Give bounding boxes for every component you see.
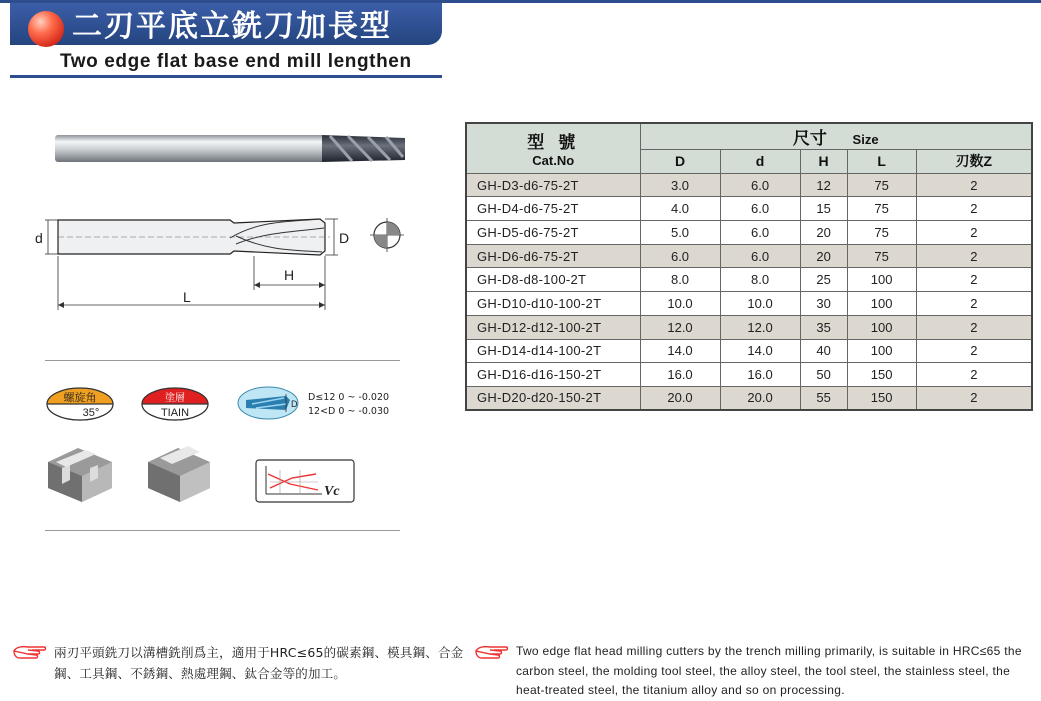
cell-H: 12 bbox=[800, 173, 847, 197]
cell-cat-no: GH-D20-d20-150-2T bbox=[466, 386, 640, 410]
cell-D: 3.0 bbox=[640, 173, 720, 197]
table-row bbox=[466, 268, 1032, 292]
cell-d: 20.0 bbox=[720, 386, 800, 410]
cell-L: 100 bbox=[847, 315, 916, 339]
cell-cat-no: GH-D5-d6-75-2T bbox=[466, 221, 640, 245]
cell-cat-no: GH-D8-d8-100-2T bbox=[466, 268, 640, 292]
header-col-D: D bbox=[640, 150, 720, 174]
header-cat-no-cn: 型 號 bbox=[527, 133, 580, 154]
label-small-d: d bbox=[35, 230, 43, 246]
cell-D: 20.0 bbox=[640, 386, 720, 410]
cell-cat-no: GH-D4-d6-75-2T bbox=[466, 197, 640, 221]
cell-L: 75 bbox=[847, 197, 916, 221]
tolerance-badge bbox=[238, 387, 389, 419]
coating-label: 塗層 bbox=[165, 393, 185, 404]
cell-Z: 2 bbox=[916, 244, 1032, 268]
cell-d: 6.0 bbox=[720, 173, 800, 197]
cell-H: 40 bbox=[800, 339, 847, 363]
table-row bbox=[466, 363, 1032, 387]
table-row bbox=[466, 173, 1032, 197]
table-row bbox=[466, 315, 1032, 339]
cell-H: 20 bbox=[800, 221, 847, 245]
coating-badge bbox=[142, 388, 208, 420]
cell-H: 55 bbox=[800, 386, 847, 410]
cell-D: 5.0 bbox=[640, 221, 720, 245]
cell-H: 15 bbox=[800, 197, 847, 221]
header-size-cn: 尺寸 bbox=[792, 129, 827, 149]
cell-d: 6.0 bbox=[720, 221, 800, 245]
header-col-Z: 刃数Z bbox=[916, 150, 1032, 174]
table-row bbox=[466, 244, 1032, 268]
helix-value: 35° bbox=[82, 407, 100, 419]
feature-badges bbox=[0, 370, 420, 550]
cell-Z: 2 bbox=[916, 197, 1032, 221]
cell-Z: 2 bbox=[916, 292, 1032, 316]
cell-D: 12.0 bbox=[640, 315, 720, 339]
header-size-en: Size bbox=[852, 132, 879, 147]
cell-d: 8.0 bbox=[720, 268, 800, 292]
cell-Z: 2 bbox=[916, 221, 1032, 245]
cell-cat-no: GH-D12-d12-100-2T bbox=[466, 315, 640, 339]
cell-cat-no: GH-D14-d14-100-2T bbox=[466, 339, 640, 363]
label-h: H bbox=[284, 267, 295, 283]
shoulder-milling-icon bbox=[148, 446, 210, 502]
pointing-hand-icon-cn bbox=[12, 643, 48, 661]
header-col-d: d bbox=[720, 150, 800, 174]
cell-L: 75 bbox=[847, 244, 916, 268]
divider-top bbox=[45, 360, 400, 361]
cell-H: 35 bbox=[800, 315, 847, 339]
header-cat-no bbox=[466, 123, 640, 173]
cell-cat-no: GH-D16-d16-150-2T bbox=[466, 363, 640, 387]
page-title: 二刃平底立銑刀加長型 bbox=[72, 9, 392, 44]
table-row bbox=[466, 339, 1032, 363]
label-big-d: D bbox=[339, 230, 350, 246]
helix-label: 螺旋角 bbox=[63, 391, 97, 404]
cell-d: 10.0 bbox=[720, 292, 800, 316]
table-row bbox=[466, 197, 1032, 221]
cell-Z: 2 bbox=[916, 363, 1032, 387]
tolerance-d-label: D bbox=[291, 399, 298, 409]
cell-H: 25 bbox=[800, 268, 847, 292]
cell-Z: 2 bbox=[916, 173, 1032, 197]
cell-D: 10.0 bbox=[640, 292, 720, 316]
cell-d: 12.0 bbox=[720, 315, 800, 339]
helix-angle-badge bbox=[47, 388, 113, 420]
vc-label: Vc bbox=[324, 484, 340, 499]
header-col-H: H bbox=[800, 150, 847, 174]
cell-L: 100 bbox=[847, 268, 916, 292]
cell-Z: 2 bbox=[916, 386, 1032, 410]
coating-value: TIAIN bbox=[160, 407, 190, 419]
cell-cat-no: GH-D10-d10-100-2T bbox=[466, 292, 640, 316]
cell-H: 50 bbox=[800, 363, 847, 387]
cell-Z: 2 bbox=[916, 339, 1032, 363]
cell-L: 150 bbox=[847, 386, 916, 410]
end-mill-dimension-drawing bbox=[0, 0, 420, 320]
cell-D: 14.0 bbox=[640, 339, 720, 363]
slot-milling-icon bbox=[48, 448, 112, 502]
cell-Z: 2 bbox=[916, 268, 1032, 292]
cell-L: 100 bbox=[847, 292, 916, 316]
pointing-hand-icon-en bbox=[474, 643, 510, 661]
cell-cat-no: GH-D6-d6-75-2T bbox=[466, 244, 640, 268]
cell-L: 100 bbox=[847, 339, 916, 363]
cell-d: 16.0 bbox=[720, 363, 800, 387]
cell-D: 16.0 bbox=[640, 363, 720, 387]
table-row bbox=[466, 386, 1032, 410]
cell-D: 4.0 bbox=[640, 197, 720, 221]
label-l: L bbox=[183, 289, 191, 305]
cell-H: 20 bbox=[800, 244, 847, 268]
description-en: Two edge flat head milling cutters by the trench milling primarily, is suitable in HRC≤65 the carbon steel, the molding tool steel, the alloy steel, the tool steel, the stainless steel, the heat-treated steel, the titanium alloy and so on processing. bbox=[516, 644, 1022, 697]
cell-d: 6.0 bbox=[720, 197, 800, 221]
table-row bbox=[466, 221, 1032, 245]
spec-table-body bbox=[466, 173, 1032, 410]
cell-H: 30 bbox=[800, 292, 847, 316]
header-size bbox=[640, 123, 1032, 150]
header-col-L: L bbox=[847, 150, 916, 174]
tolerance-line-2: 12<D 0 ~ -0.030 bbox=[308, 406, 390, 417]
spec-table bbox=[465, 122, 1033, 411]
table-row bbox=[466, 292, 1032, 316]
description-cn: 兩刃平頭銑刀以溝槽銑削爲主，適用于HRC≤65的碳素鋼、模具鋼、合金鋼、工具鋼、不銹鋼、熱處理鋼、鈦合金等的加工。 bbox=[54, 645, 464, 681]
cell-L: 150 bbox=[847, 363, 916, 387]
cell-d: 14.0 bbox=[720, 339, 800, 363]
cell-L: 75 bbox=[847, 221, 916, 245]
tolerance-line-1: D≤12 0 ~ -0.020 bbox=[308, 392, 390, 403]
header-cat-no-en: Cat.No bbox=[532, 153, 575, 169]
cutting-speed-chart-icon bbox=[256, 460, 354, 502]
cell-cat-no: GH-D3-d6-75-2T bbox=[466, 173, 640, 197]
page-subtitle: Two edge flat base end mill lengthen bbox=[60, 51, 412, 72]
cell-D: 8.0 bbox=[640, 268, 720, 292]
cell-d: 6.0 bbox=[720, 244, 800, 268]
cell-Z: 2 bbox=[916, 315, 1032, 339]
cell-L: 75 bbox=[847, 173, 916, 197]
cell-D: 6.0 bbox=[640, 244, 720, 268]
